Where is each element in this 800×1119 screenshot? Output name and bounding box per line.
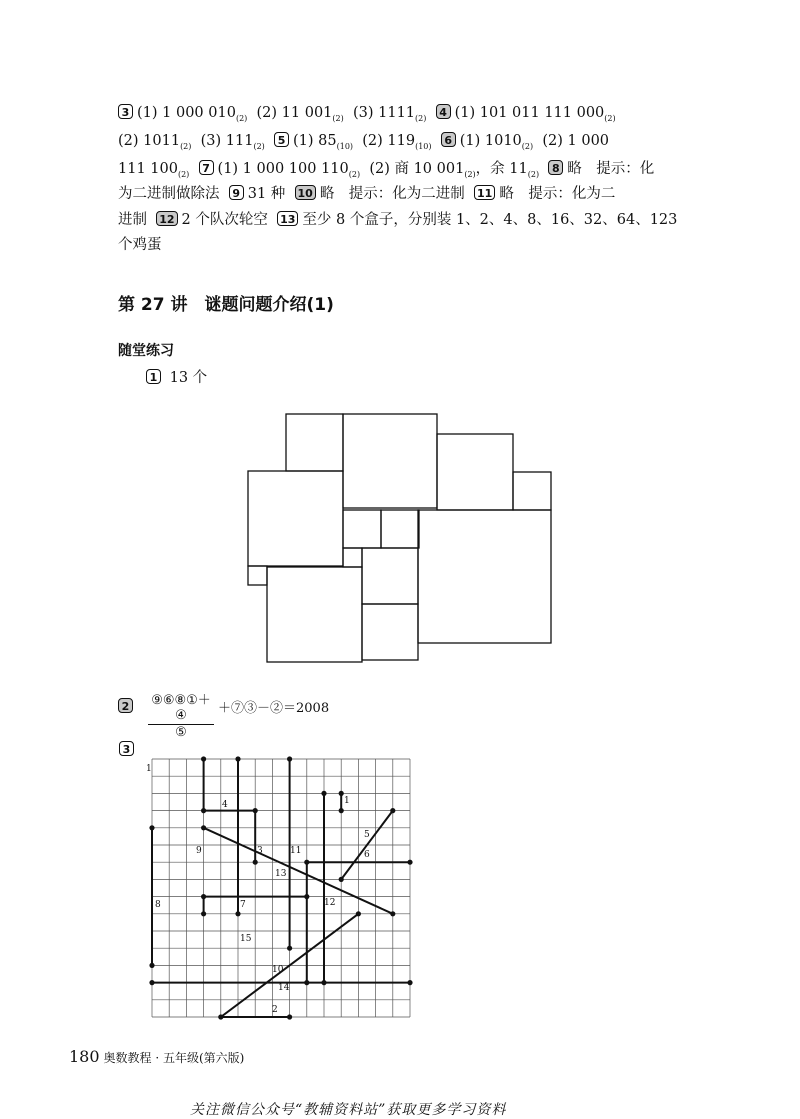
answer-line-6: 个鸡蛋 xyxy=(118,237,162,253)
page-number: 180 xyxy=(69,1047,100,1066)
segment-endpoint xyxy=(149,963,154,968)
fraction xyxy=(148,689,214,740)
segment-endpoint xyxy=(201,825,206,830)
answer-badge: 7 xyxy=(199,160,214,175)
answer-badge: 6 xyxy=(441,132,456,147)
square xyxy=(437,434,513,510)
segment-endpoint xyxy=(339,808,344,813)
answer-badge: 3 xyxy=(118,104,133,119)
segment-endpoint xyxy=(304,980,309,985)
grid-label: 11 xyxy=(290,846,302,856)
grid-label: 8 xyxy=(155,900,161,910)
square xyxy=(362,548,418,604)
segment-endpoint xyxy=(201,808,206,813)
subsection-title: 随堂练习 xyxy=(118,343,174,359)
book-title: 奥数教程 · 五年级(第六版) xyxy=(103,1051,245,1065)
grid-label: 6 xyxy=(364,850,370,860)
grid-label: 1 xyxy=(146,764,152,774)
segment-endpoint xyxy=(253,808,258,813)
answer-badge: 1 xyxy=(146,369,161,384)
section-title: 第 27 讲 谜题问题介绍(1) xyxy=(118,295,334,315)
fraction-numerator: ⑨⑥⑧①＋④ xyxy=(148,689,214,725)
answer-badge: 10 xyxy=(295,185,316,200)
answer-badge: 3 xyxy=(119,741,134,756)
segment-endpoint xyxy=(253,860,258,865)
square-dissection-figure xyxy=(240,405,560,670)
grid-label: 13 xyxy=(275,869,287,879)
answer-line-2: (2) $1011_{(2)}$ (3) $111_{(2)}$ 5 (1) $85_{(10)}$ (2) $119_{(10)}$ 6 (1) $1010_{(2)}$ (2) 1 000 xyxy=(118,133,610,151)
segment-endpoint xyxy=(235,756,240,761)
segment-endpoint xyxy=(304,860,309,865)
answer-line-1: 3 (1) 1 000 $010_{(2)}$ (2) 11 $001_{(2)}$ (3) $1111_{(2)}$ 4 (1) 101 011 111 $000_{(2)}$ xyxy=(118,103,688,129)
answer-badge: 9 xyxy=(229,185,244,200)
square xyxy=(362,604,418,660)
square xyxy=(513,472,551,510)
segment-endpoint xyxy=(235,911,240,916)
grid-label: 14 xyxy=(278,983,290,993)
answer-badge: 12 xyxy=(156,211,177,226)
grid-label: 12 xyxy=(324,898,336,908)
grid-label: 10 xyxy=(272,965,284,975)
segment-endpoint xyxy=(149,980,154,985)
square xyxy=(343,414,437,508)
grid-label: 5 xyxy=(364,830,370,840)
answer-1 xyxy=(146,366,207,387)
segment-endpoint xyxy=(304,894,309,899)
answer-badge: 13 xyxy=(277,211,298,226)
segment-endpoint xyxy=(407,980,412,985)
answer-badge: 2 xyxy=(118,698,133,713)
grid-label: 7 xyxy=(240,900,246,910)
segment-endpoint xyxy=(339,877,344,882)
answer-badge: 11 xyxy=(474,185,495,200)
square xyxy=(343,548,362,567)
grid-label: 3 xyxy=(257,846,263,856)
grid-label: 15 xyxy=(240,934,252,944)
segment-endpoint xyxy=(321,791,326,796)
square xyxy=(286,414,343,471)
segment-endpoint xyxy=(218,1014,223,1019)
segment-endpoint xyxy=(356,911,361,916)
segment-endpoint xyxy=(321,980,326,985)
square xyxy=(248,471,343,566)
grid-label: 1 xyxy=(344,796,350,806)
page-footer xyxy=(69,1047,244,1066)
segment-endpoint xyxy=(201,756,206,761)
fraction-denominator: ⑤ xyxy=(175,725,187,740)
answer-badge: 8 xyxy=(548,160,563,175)
segment-endpoint xyxy=(390,808,395,813)
segment-endpoint xyxy=(287,946,292,951)
segment-endpoint xyxy=(407,860,412,865)
segment-endpoint xyxy=(149,825,154,830)
segment-endpoint xyxy=(390,911,395,916)
watermark-text: 关注微信公众号“教辅资料站”获取更多学习资料 xyxy=(190,1102,507,1118)
segment-endpoint xyxy=(287,1014,292,1019)
answer-badge: 5 xyxy=(274,132,289,147)
square xyxy=(248,566,267,585)
puzzle-segment xyxy=(204,828,393,914)
segment-endpoint xyxy=(201,911,206,916)
segment-endpoint xyxy=(287,756,292,761)
grid-label: 9 xyxy=(196,846,202,856)
grid-label: 4 xyxy=(222,800,228,810)
square xyxy=(267,567,362,662)
answer-line-3: 111 $100_{(2)}$ 7 (1) 1 000 100 $110_{(2)}$ (2) 商 10 $001_{(2)}$，余 $11_{(2)}$ 8 略 提示：化 xyxy=(118,161,655,179)
segment-endpoint xyxy=(201,894,206,899)
square xyxy=(381,510,419,548)
answer-line-5: 进制 12 2 个队次轮空 13 至少 8 个盒子，分别装 1、2、4、8、16、32、64、123 xyxy=(118,212,678,228)
answer-1-text: 13 个 xyxy=(169,370,208,386)
equation-rest: ＋⑦③－②＝2008 xyxy=(218,701,330,716)
answer-badge: 4 xyxy=(436,104,451,119)
square xyxy=(418,510,551,643)
square xyxy=(343,510,381,548)
grid-label: 2 xyxy=(272,1005,278,1015)
answer-line-4: 为二进制做除法 9 31 种 10 略 提示：化为二进制 11 略 提示：化为二 xyxy=(118,186,616,202)
grid-puzzle-figure xyxy=(140,755,430,1023)
